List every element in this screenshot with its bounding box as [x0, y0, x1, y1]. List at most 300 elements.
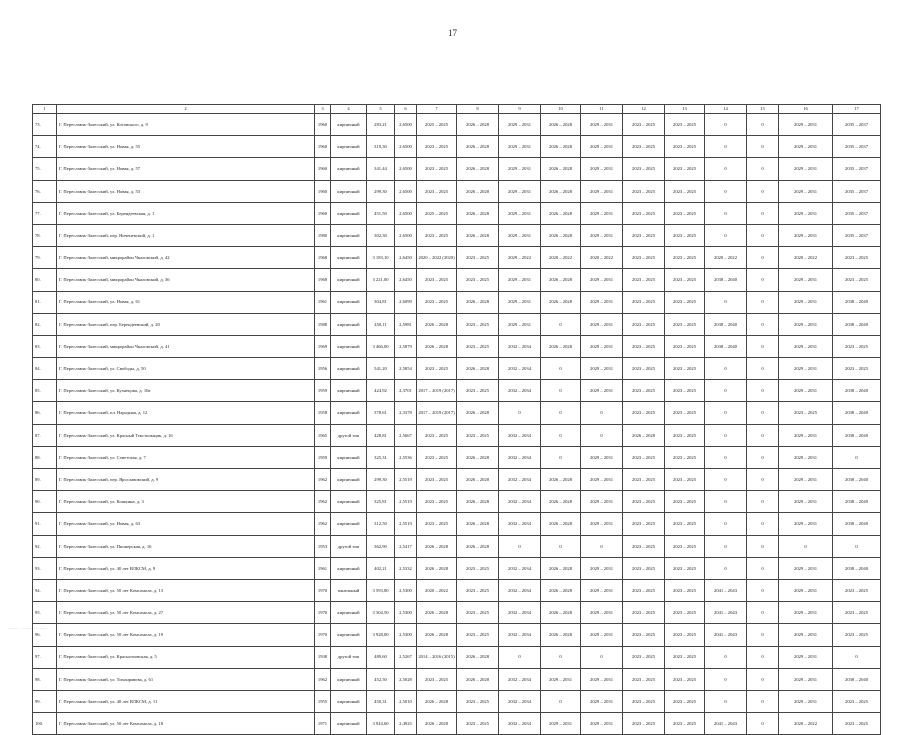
address-cell: Г. Переславль-Залесский, пл. Народная, д. 12: [57, 402, 315, 424]
table-cell: 2,6500: [395, 158, 417, 180]
row-number: 81.: [33, 291, 57, 313]
row-number: 94.: [33, 579, 57, 601]
table-cell: 0: [581, 646, 623, 668]
table-cell: 2026 – 2028: [457, 224, 499, 246]
table-cell: 1960: [315, 114, 331, 136]
address-cell: Г. Переславль-Залесский, ул. Красный Текстильщик, д. 16: [57, 424, 315, 446]
table-cell: 2023 – 2025: [833, 579, 881, 601]
table-cell: 0: [541, 646, 581, 668]
table-cell: кирпичный: [331, 557, 367, 579]
header-row: [33, 105, 881, 114]
table-cell: 2,6450: [395, 269, 417, 291]
table-cell: 2029 – 2031: [581, 513, 623, 535]
table-cell: 0: [705, 358, 747, 380]
table-row: [33, 269, 881, 291]
address-cell: Г. Переславль-Залесский, ул. Новая, д. 63: [57, 513, 315, 535]
table-cell: 452,50: [367, 668, 395, 690]
table-cell: 0: [581, 535, 623, 557]
table-cell: 0: [541, 446, 581, 468]
table-cell: 0: [705, 424, 747, 446]
table-cell: 2023 – 2025: [623, 313, 665, 335]
row-number: 93.: [33, 557, 57, 579]
table-cell: 2026 – 2028: [457, 402, 499, 424]
table-cell: кирпичный: [331, 358, 367, 380]
table-cell: 450,31: [367, 690, 395, 712]
table-cell: 2023 – 2025: [623, 269, 665, 291]
table-cell: 2023 – 2025: [665, 579, 705, 601]
table-cell: 2023 – 2025: [665, 402, 705, 424]
table-cell: 2026 – 2028: [457, 158, 499, 180]
table-cell: 1962: [315, 668, 331, 690]
table-cell: 2038 – 2040: [833, 513, 881, 535]
address-cell: Г. Переславль-Залесский, ул. Кошкина, д. 3: [57, 491, 315, 513]
table-cell: 2023 – 2025: [623, 513, 665, 535]
row-number: 75.: [33, 158, 57, 180]
table-cell: 2026 – 2028: [541, 269, 581, 291]
table-cell: 2032 – 2034: [499, 557, 541, 579]
table-cell: 2023 – 2025: [457, 557, 499, 579]
table-cell: 2020 – 2022: [581, 247, 623, 269]
table-cell: 1960: [315, 202, 331, 224]
table-cell: 1955: [315, 690, 331, 712]
table-cell: 0: [705, 380, 747, 402]
table-cell: 2029 – 2031: [581, 158, 623, 180]
table-cell: 1969: [315, 335, 331, 357]
table-cell: кирпичный: [331, 224, 367, 246]
table-cell: 2038 – 2040: [833, 491, 881, 513]
table-cell: 2038 – 2040: [833, 291, 881, 313]
table-cell: 2029 – 2031: [779, 114, 833, 136]
table-cell: 2026 – 2028: [541, 180, 581, 202]
table-cell: 0: [747, 646, 779, 668]
table-cell: 2029 – 2031: [581, 291, 623, 313]
table-cell: 2029 – 2031: [779, 579, 833, 601]
table-cell: 312,50: [367, 513, 395, 535]
table-cell: 2026 – 2028: [541, 136, 581, 158]
row-number: 78.: [33, 224, 57, 246]
table-cell: кирпичный: [331, 158, 367, 180]
address-cell: Г. Переславль-Залесский, ул. Советская, д. 7: [57, 446, 315, 468]
table-cell: 2035 – 2037: [833, 180, 881, 202]
table-cell: 299,30: [367, 180, 395, 202]
table-cell: 2032 – 2034: [499, 358, 541, 380]
table-cell: 3 304,50: [367, 602, 395, 624]
table-cell: 2029 – 2031: [581, 180, 623, 202]
table-cell: панельный: [331, 579, 367, 601]
table-cell: 283,21: [367, 114, 395, 136]
table-cell: 0: [747, 202, 779, 224]
table-cell: 2,6500: [395, 114, 417, 136]
table-cell: 2026 – 2028: [457, 646, 499, 668]
table-cell: 3 221,00: [367, 269, 395, 291]
table-cell: 2029 – 2031: [581, 136, 623, 158]
table-cell: 2038 – 2040: [833, 424, 881, 446]
table-cell: 2029 – 2031: [581, 469, 623, 491]
table-cell: 1960: [315, 136, 331, 158]
table-cell: 2029 – 2031: [779, 624, 833, 646]
row-number: 74.: [33, 136, 57, 158]
table-cell: 2029 – 2031: [499, 291, 541, 313]
table-cell: 2026 – 2028: [541, 624, 581, 646]
table-cell: 0: [747, 380, 779, 402]
table-cell: 2023 – 2025: [623, 446, 665, 468]
table-cell: 2026 – 2028: [417, 335, 457, 357]
table-cell: 2035 – 2037: [833, 224, 881, 246]
table-cell: другой тип: [331, 424, 367, 446]
address-cell: Г. Переславль-Залесский, ул. Красноэховская, д. 5: [57, 646, 315, 668]
address-cell: Г. Переславль-Залесский, ул. 50 лет Комсомола, д. 18: [57, 713, 315, 735]
table-row: [33, 402, 881, 424]
table-cell: 0: [705, 158, 747, 180]
table-cell: 2026 – 2028: [541, 335, 581, 357]
table-cell: 2023 – 2025: [665, 513, 705, 535]
table-cell: 1970: [315, 602, 331, 624]
table-cell: 0: [747, 713, 779, 735]
table-cell: 0: [747, 269, 779, 291]
table-cell: 2029 – 2031: [581, 446, 623, 468]
table-cell: 2026 – 2028: [417, 713, 457, 735]
table-cell: 2026 – 2028: [623, 424, 665, 446]
table-cell: 2,5879: [395, 335, 417, 357]
table-cell: 2029 – 2031: [581, 224, 623, 246]
table-cell: 1980: [315, 224, 331, 246]
table-cell: 2029 – 2031: [499, 313, 541, 335]
table-cell: 0: [541, 358, 581, 380]
table-cell: 2032 – 2034: [499, 446, 541, 468]
table-cell: 2023 – 2025: [833, 335, 881, 357]
table-cell: 2,5536: [395, 446, 417, 468]
table-cell: 2029 – 2031: [779, 646, 833, 668]
table-cell: 2,5519: [395, 513, 417, 535]
table-cell: 2023 – 2025: [665, 224, 705, 246]
row-number: 84.: [33, 358, 57, 380]
table-cell: 1970: [315, 579, 331, 601]
table-cell: 2041 – 2043: [705, 624, 747, 646]
table-cell: 2038 – 2040: [705, 313, 747, 335]
table-row: [33, 424, 881, 446]
table-cell: 1953: [315, 535, 331, 557]
table-cell: кирпичный: [331, 335, 367, 357]
table-cell: 2032 – 2034: [499, 624, 541, 646]
table-cell: 2023 – 2025: [417, 358, 457, 380]
table-cell: 2023 – 2025: [665, 690, 705, 712]
table-cell: 0: [747, 446, 779, 468]
row-number: 89.: [33, 469, 57, 491]
table-cell: 2023 – 2025: [833, 624, 881, 646]
table-cell: 325,31: [367, 446, 395, 468]
table-cell: 0: [747, 602, 779, 624]
table-cell: 2029 – 2031: [541, 713, 581, 735]
table-cell: 2029 – 2031: [499, 180, 541, 202]
header-cell: 8: [457, 105, 499, 114]
table-cell: 0: [541, 424, 581, 446]
table-row: [33, 313, 881, 335]
table-cell: 0: [747, 557, 779, 579]
header-cell: 3: [315, 105, 331, 114]
table-cell: 2032 – 2034: [499, 424, 541, 446]
row-number: 90.: [33, 491, 57, 513]
table-cell: 2,5519: [395, 491, 417, 513]
table-cell: 2029 – 2031: [581, 491, 623, 513]
table-cell: кирпичный: [331, 402, 367, 424]
table-cell: 0: [747, 224, 779, 246]
table-cell: 2038 – 2040: [833, 469, 881, 491]
table-cell: 2032 – 2034: [499, 469, 541, 491]
table-cell: 2023 – 2025: [623, 469, 665, 491]
table-cell: 0: [499, 646, 541, 668]
table-cell: 2029 – 2031: [779, 202, 833, 224]
table-cell: 2023 – 2025: [623, 136, 665, 158]
table-cell: 2029 – 2031: [779, 158, 833, 180]
row-number: 82.: [33, 313, 57, 335]
table-cell: 2026 – 2028: [541, 469, 581, 491]
table-cell: 2023 – 2025: [665, 136, 705, 158]
table-cell: 2023 – 2025: [623, 358, 665, 380]
table-cell: 2026 – 2028: [541, 557, 581, 579]
table-cell: 2023 – 2025: [457, 579, 499, 601]
table-cell: 2026 – 2028: [457, 136, 499, 158]
table-cell: 2026 – 2028: [541, 202, 581, 224]
table-cell: 325,81: [367, 491, 395, 513]
table-cell: 2023 – 2025: [417, 224, 457, 246]
table-cell: кирпичный: [331, 513, 367, 535]
table-cell: 0: [705, 224, 747, 246]
table-cell: кирпичный: [331, 247, 367, 269]
row-number: 98.: [33, 668, 57, 690]
table-cell: 2029 – 2031: [499, 224, 541, 246]
table-cell: 1938: [315, 646, 331, 668]
table-row: [33, 247, 881, 269]
table-row: [33, 668, 881, 690]
table-cell: 1962: [315, 491, 331, 513]
table-cell: 2026 – 2028: [541, 579, 581, 601]
table-cell: 1959: [315, 446, 331, 468]
table-cell: 2023 – 2025: [833, 690, 881, 712]
table-row: [33, 690, 881, 712]
table-cell: 1959: [315, 380, 331, 402]
table-cell: 1961: [315, 291, 331, 313]
table-row: [33, 713, 881, 735]
address-cell: Г. Переславль-Залесский, ул. Кузнецова, д. 10а: [57, 380, 315, 402]
table-cell: 2023 – 2025: [665, 335, 705, 357]
table-cell: 2023 – 2025: [417, 469, 457, 491]
table-cell: 0: [705, 646, 747, 668]
table-cell: 451,50: [367, 202, 395, 224]
address-cell: Г. Переславль-Залесский, ул. Новая, д. 55: [57, 136, 315, 158]
table-cell: 2026 – 2028: [457, 446, 499, 468]
row-number: 99.: [33, 690, 57, 712]
table-cell: 0: [499, 535, 541, 557]
table-cell: 2029 – 2031: [581, 624, 623, 646]
table-cell: 2041 – 2043: [705, 713, 747, 735]
table-row: [33, 646, 881, 668]
table-cell: 2023 – 2025: [457, 247, 499, 269]
table-cell: 0: [705, 202, 747, 224]
table-row: [33, 491, 881, 513]
table-cell: 0: [705, 180, 747, 202]
table-cell: 2029 – 2031: [581, 579, 623, 601]
table-cell: кирпичный: [331, 624, 367, 646]
row-number: 88.: [33, 446, 57, 468]
table-cell: 2029 – 2031: [581, 313, 623, 335]
table-cell: 2023 – 2025: [623, 713, 665, 735]
table-cell: 302,30: [367, 224, 395, 246]
table-row: [33, 579, 881, 601]
table-cell: 2032 – 2034: [499, 668, 541, 690]
table-cell: 0: [747, 402, 779, 424]
table-cell: 0: [747, 469, 779, 491]
table-cell: 2023 – 2025: [417, 491, 457, 513]
row-number: 83.: [33, 335, 57, 357]
row-number: 92.: [33, 535, 57, 557]
table-cell: 2029 – 2031: [779, 513, 833, 535]
table-cell: 2026 – 2028: [541, 291, 581, 313]
table-cell: 2029 – 2031: [581, 602, 623, 624]
table-row: [33, 602, 881, 624]
table-row: [33, 224, 881, 246]
table-cell: 2038 – 2040: [705, 269, 747, 291]
table-cell: 2025 – 2025: [417, 202, 457, 224]
table-cell: 2,5667: [395, 424, 417, 446]
table-cell: 2023 – 2025: [623, 180, 665, 202]
address-cell: Г. Переславль-Залесский, пер. Ниченевский, д. 1: [57, 224, 315, 246]
address-cell: Г. Переславль-Залесский, пер. Берендеевский, д. 20: [57, 313, 315, 335]
table-cell: 2038 – 2040: [833, 313, 881, 335]
table-cell: 2035 – 2037: [833, 158, 881, 180]
table-cell: 2023 – 2025: [623, 668, 665, 690]
table-cell: 2020 – 2022 (2020): [417, 247, 457, 269]
table-cell: 2032 – 2034: [499, 335, 541, 357]
table-row: [33, 513, 881, 535]
table-cell: 2026 – 2028: [541, 114, 581, 136]
table-cell: 2026 – 2028: [457, 114, 499, 136]
table-cell: 2,4925: [395, 713, 417, 735]
header-cell: 7: [417, 105, 457, 114]
table-cell: 0: [747, 180, 779, 202]
table-cell: 3 183,10: [367, 247, 395, 269]
header-cell: 6: [395, 105, 417, 114]
table-cell: 2023 – 2025: [833, 358, 881, 380]
table-cell: 2023 – 2025: [623, 158, 665, 180]
table-cell: 0: [581, 402, 623, 424]
table-cell: кирпичный: [331, 446, 367, 468]
row-number: 91.: [33, 513, 57, 535]
table-cell: 2026 – 2028: [541, 602, 581, 624]
table-cell: 402,21: [367, 557, 395, 579]
table-cell: 2029 – 2031: [779, 424, 833, 446]
table-cell: 1988: [315, 313, 331, 335]
table-cell: 2041 – 2043: [705, 602, 747, 624]
table-cell: другой тип: [331, 646, 367, 668]
table-cell: 489,60: [367, 646, 395, 668]
table-cell: 0: [705, 402, 747, 424]
table-cell: кирпичный: [331, 713, 367, 735]
table-cell: 3 593,80: [367, 579, 395, 601]
table-cell: 0: [747, 624, 779, 646]
table-cell: 2026 – 2028: [457, 513, 499, 535]
table-cell: 2029 – 2031: [779, 335, 833, 357]
table-cell: 2029 – 2031: [581, 358, 623, 380]
row-number: 95.: [33, 602, 57, 624]
table-cell: 2,5028: [395, 668, 417, 690]
table-cell: 2023 – 2025: [665, 380, 705, 402]
table-cell: 2,5010: [395, 690, 417, 712]
table-cell: 2020 – 2022: [541, 247, 581, 269]
page-number: 17: [448, 28, 457, 38]
table-cell: другой тип: [331, 535, 367, 557]
table-cell: 2029 – 2031: [779, 380, 833, 402]
header-cell: 10: [541, 105, 581, 114]
table-cell: 2023 – 2025: [417, 424, 457, 446]
table-cell: 2029 – 2031: [779, 180, 833, 202]
table-cell: 2023 – 2025: [623, 224, 665, 246]
table-row: [33, 180, 881, 202]
table-cell: 2,5854: [395, 358, 417, 380]
table-cell: 3 944,60: [367, 713, 395, 735]
header-cell: 9: [499, 105, 541, 114]
table-cell: 2032 – 2034: [499, 380, 541, 402]
table-cell: 2,5300: [395, 579, 417, 601]
table-cell: 2023 – 2025: [457, 624, 499, 646]
table-cell: 2038 – 2040: [833, 402, 881, 424]
table-cell: кирпичный: [331, 668, 367, 690]
table-cell: 1962: [315, 469, 331, 491]
table-cell: 0: [705, 690, 747, 712]
table-cell: 2,6500: [395, 202, 417, 224]
table-cell: 2029 – 2031: [581, 557, 623, 579]
table-cell: 2023 – 2025: [623, 624, 665, 646]
table-cell: 2029 – 2031: [779, 491, 833, 513]
table-cell: 1962: [315, 513, 331, 535]
header-cell: 12: [623, 105, 665, 114]
table-cell: 2023 – 2025: [665, 158, 705, 180]
table-cell: 2023 – 2025: [623, 557, 665, 579]
table-cell: 2023 – 2025: [457, 713, 499, 735]
table-cell: 2032 – 2034: [499, 602, 541, 624]
table-cell: 2023 – 2025: [779, 402, 833, 424]
table-cell: 0: [747, 513, 779, 535]
table-cell: 0: [747, 358, 779, 380]
table-cell: 1960: [315, 180, 331, 202]
table-cell: 2023 – 2025: [665, 668, 705, 690]
table-cell: 0: [705, 291, 747, 313]
table-cell: 2035 – 2037: [833, 136, 881, 158]
table-cell: 2032 – 2034: [499, 513, 541, 535]
table-cell: 2020 – 2022: [779, 247, 833, 269]
table-cell: 2026 – 2028: [457, 202, 499, 224]
table-cell: 2038 – 2040: [833, 668, 881, 690]
table-cell: 2,3701: [395, 380, 417, 402]
table-cell: 0: [541, 535, 581, 557]
table-cell: 1956: [315, 358, 331, 380]
table-cell: 2023 – 2025: [623, 291, 665, 313]
table-cell: 2029 – 2031: [779, 313, 833, 335]
row-number: 73.: [33, 114, 57, 136]
table-cell: 0: [833, 646, 881, 668]
address-cell: Г. Переславль-Залесский, ул. Котовского, д. 9: [57, 114, 315, 136]
table-cell: 0: [747, 335, 779, 357]
address-cell: Г. Переславль-Залесский, ул. 40 лет ВЛКСМ, д. 11: [57, 690, 315, 712]
table-cell: 2029 – 2031: [581, 202, 623, 224]
table-cell: 362,90: [367, 535, 395, 557]
table-cell: кирпичный: [331, 269, 367, 291]
table-cell: 0: [705, 114, 747, 136]
row-number: 77.: [33, 202, 57, 224]
table-cell: 2032 – 2034: [499, 491, 541, 513]
table-cell: 2029 – 2031: [499, 158, 541, 180]
table-cell: 424,92: [367, 380, 395, 402]
table-cell: 2023 – 2025: [833, 269, 881, 291]
